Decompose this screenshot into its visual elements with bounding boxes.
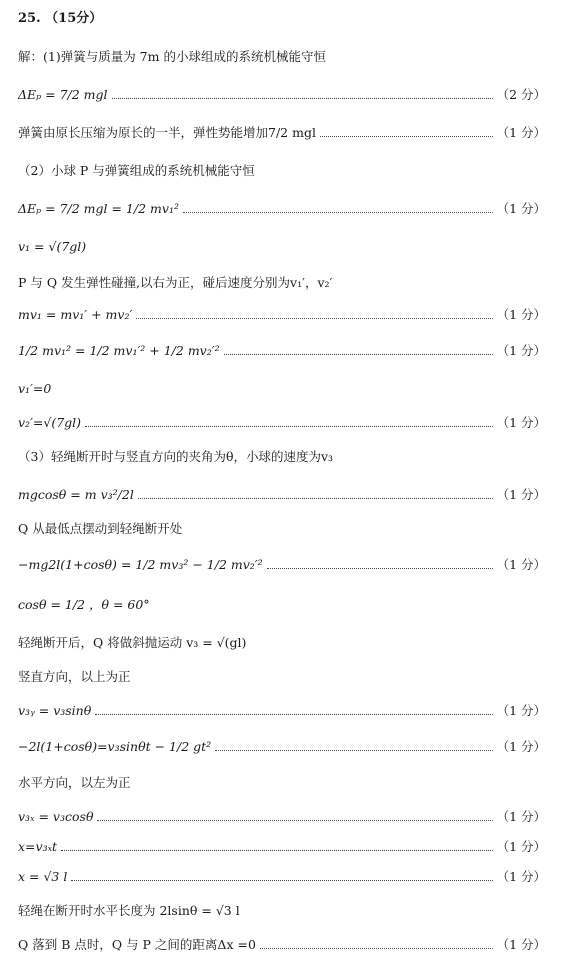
leader-dots	[224, 354, 493, 355]
leader-dots	[61, 850, 493, 851]
score-label: （1 分）	[496, 703, 546, 718]
leader-dots	[136, 318, 492, 319]
scored-line	[0, 412, 564, 434]
leader-dots	[97, 820, 492, 821]
solution-line: 解：(1)弹簧与质量为 7m 的小球组成的系统机械能守恒	[18, 49, 326, 64]
leader-dots	[320, 136, 493, 137]
formula: ΔEₚ = 7/2 mgl	[18, 87, 108, 102]
leader-dots	[215, 750, 492, 751]
score-label: （1 分）	[496, 343, 546, 358]
formula: v₃ₓ = v₃cosθ	[18, 809, 94, 824]
score-label: （1 分）	[496, 839, 546, 854]
formula: x = √3 l	[18, 869, 68, 884]
solution-line: P 与 Q 发生弹性碰撞,以右为正，碰后速度分别为v₁′，v₂′	[18, 275, 333, 290]
formula: v₂′=√(7gl)	[18, 415, 82, 430]
solution-line: 轻绳断开后，Q 将做斜抛运动 v₃ = √(gl)	[18, 635, 247, 650]
scored-line	[0, 198, 564, 220]
question-title: 25. （15分）	[18, 11, 103, 26]
score-label: （1 分）	[496, 125, 546, 140]
leader-dots	[260, 948, 493, 949]
solution-line: 轻绳在断开时水平长度为 2lsinθ = √3 l	[18, 903, 240, 918]
leader-dots	[112, 98, 493, 99]
formula: 弹簧由原长压缩为原长的一半，弹性势能增加7/2 mgl	[18, 125, 316, 140]
scored-line	[0, 84, 564, 106]
solution-line: v₁′=0	[18, 381, 52, 396]
scored-line	[0, 304, 564, 326]
score-label: （1 分）	[496, 869, 546, 884]
scored-line	[0, 934, 564, 956]
solution-line: cosθ = 1/2 ，θ = 60°	[18, 597, 150, 612]
scored-line	[0, 836, 564, 858]
score-label: （1 分）	[496, 307, 546, 322]
leader-dots	[95, 714, 492, 715]
solution-line: 竖直方向，以上为正	[18, 669, 131, 684]
formula: 1/2 mv₁² = 1/2 mv₁′² + 1/2 mv₂′²	[18, 343, 220, 358]
leader-dots	[85, 426, 493, 427]
leader-dots	[71, 880, 492, 881]
score-label: （1 分）	[496, 201, 546, 216]
scored-line	[0, 806, 564, 828]
score-label: （1 分）	[496, 557, 546, 572]
solution-line: （3）轻绳断开时与竖直方向的夹角为θ，小球的速度为v₃	[18, 449, 334, 464]
scored-line	[0, 554, 564, 576]
formula: −2l(1+cosθ)=v₃sinθt − 1/2 gt²	[18, 739, 212, 754]
scored-line	[0, 484, 564, 506]
scored-line	[0, 340, 564, 362]
scored-line	[0, 122, 564, 144]
solution-line: Q 从最低点摆动到轻绳断开处	[18, 521, 183, 536]
formula: mgcosθ = m v₃²/2l	[18, 487, 134, 502]
score-label: （1 分）	[496, 809, 546, 824]
solution-line: v₁ = √(7gl)	[18, 239, 87, 254]
score-label: （1 分）	[496, 937, 546, 952]
scored-line	[0, 866, 564, 888]
score-label: （1 分）	[496, 415, 546, 430]
leader-dots	[183, 212, 493, 213]
scored-line	[0, 700, 564, 722]
formula: mv₁ = mv₁′ + mv₂′	[18, 307, 133, 322]
leader-dots	[267, 568, 493, 569]
formula: −mg2l(1+cosθ) = 1/2 mv₃² − 1/2 mv₂′²	[18, 557, 263, 572]
score-label: （2 分）	[496, 87, 546, 102]
solution-line: 水平方向，以左为正	[18, 775, 131, 790]
solution-line: （2）小球 P 与弹簧组成的系统机械能守恒	[18, 163, 255, 178]
leader-dots	[138, 498, 493, 499]
formula: Q 落到 B 点时，Q 与 P 之间的距离Δx =0	[18, 937, 256, 952]
formula: v₃ᵧ = v₃sinθ	[18, 703, 92, 718]
formula: ΔEₚ = 7/2 mgl = 1/2 mv₁²	[18, 201, 179, 216]
score-label: （1 分）	[496, 487, 546, 502]
scored-line	[0, 736, 564, 758]
score-label: （1 分）	[496, 739, 546, 754]
formula: x=v₃ₓt	[18, 839, 58, 854]
